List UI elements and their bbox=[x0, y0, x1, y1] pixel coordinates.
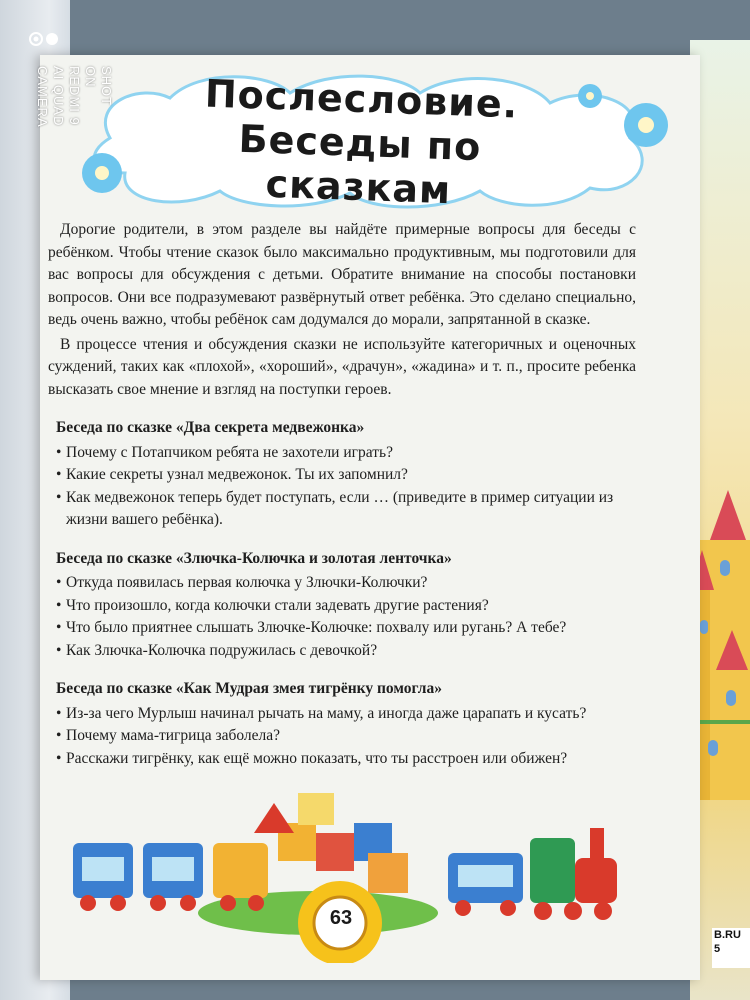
train-engine bbox=[530, 828, 617, 920]
question-list bbox=[48, 703, 636, 771]
page-content bbox=[48, 219, 636, 770]
page-number: 63 bbox=[329, 907, 353, 929]
title-line-1: Послесловие. bbox=[204, 71, 519, 127]
section-title: Беседа по сказке «Как Мудрая змея тигрёнку помогла» bbox=[56, 680, 442, 697]
flower-icon bbox=[82, 153, 122, 193]
question-item: • Какие секреты узнал медвежонок. Ты их запомнил? bbox=[56, 464, 636, 487]
title-line-2: Беседы по сказкам bbox=[237, 116, 483, 213]
edge-stamp-line2: 5 bbox=[714, 943, 721, 955]
train-wagon bbox=[448, 853, 523, 916]
camera-logo-icon bbox=[28, 30, 68, 50]
question-item: • Почему с Потапчиком ребята не захотели играть? bbox=[56, 442, 636, 465]
watermark-line-2: AI QUAD CAMERA bbox=[35, 66, 66, 128]
question-item: • Из-за чего Мурлыш начинал рычать на маму, а иногда даже царапать и кусать? bbox=[56, 703, 636, 726]
question-list bbox=[48, 442, 636, 532]
conversation-section bbox=[48, 548, 636, 663]
question-item: • Почему мама-тигрица заболела? bbox=[56, 725, 636, 748]
train-wagon bbox=[73, 843, 133, 911]
intro-paragraph: Дорогие родители, в этом разделе вы найдёте примерные вопросы для беседы с ребёнком. Чтобы чтение сказок было максимально продуктивным, мы подготовили для вас вопросы для обсуждения с детьми. Обратите внимание на способы постановки вопросов. Они все подразумевают развёрнутый ответ ребёнка. Это сделано специально, ведь очень важно, чтобы ребёнок сам додумался до морали, запрятанной в сказке. bbox=[48, 221, 636, 328]
flower-icon bbox=[578, 84, 602, 108]
intro-paragraph: В процессе чтения и обсуждения сказки не используйте категоричных и оценочных суждений, таких как «плохой», «хороший», «драчун», «жадина» и т. п., просите ребенка высказать свое мнение и взгляд на поступки героев. bbox=[48, 335, 636, 398]
question-item: • Откуда появилась первая колючка у Злючки-Колючки? bbox=[56, 572, 636, 595]
book-page bbox=[40, 55, 700, 980]
question-item: • Как медвежонок теперь будет поступать, если … (приведите в пример ситуации из жизни вашего ребёнка). bbox=[56, 487, 636, 532]
question-item: • Что произошло, когда колючки стали задевать другие растения? bbox=[56, 595, 636, 618]
train-wagon bbox=[143, 843, 203, 911]
question-item: • Что было приятнее слышать Злючке-Колючке: похвалу или ругань? А тебе? bbox=[56, 617, 636, 640]
flower-icon bbox=[624, 103, 668, 147]
question-item: • Расскажи тигрёнку, как ещё можно показать, что ты расстроен или обижен? bbox=[56, 748, 636, 771]
watermark-line-1: SHOT ON REDMI 9 bbox=[67, 66, 114, 126]
watermark-text bbox=[34, 66, 114, 128]
train-illustration bbox=[68, 793, 628, 963]
toy-blocks bbox=[254, 793, 408, 893]
section-title: Беседа по сказке «Злючка-Колючка и золотая ленточка» bbox=[56, 549, 452, 567]
conversation-section bbox=[48, 678, 636, 770]
section-title: Беседа по сказке «Два секрета медвежонка» bbox=[56, 419, 365, 436]
conversation-section bbox=[48, 417, 636, 532]
question-item: • Как Злючка-Колючка подружилась с девочкой? bbox=[56, 640, 636, 663]
edge-stamp-line1: B.RU bbox=[714, 929, 741, 941]
edge-stamp bbox=[712, 928, 750, 968]
question-list bbox=[48, 572, 636, 662]
page-title bbox=[148, 70, 572, 217]
